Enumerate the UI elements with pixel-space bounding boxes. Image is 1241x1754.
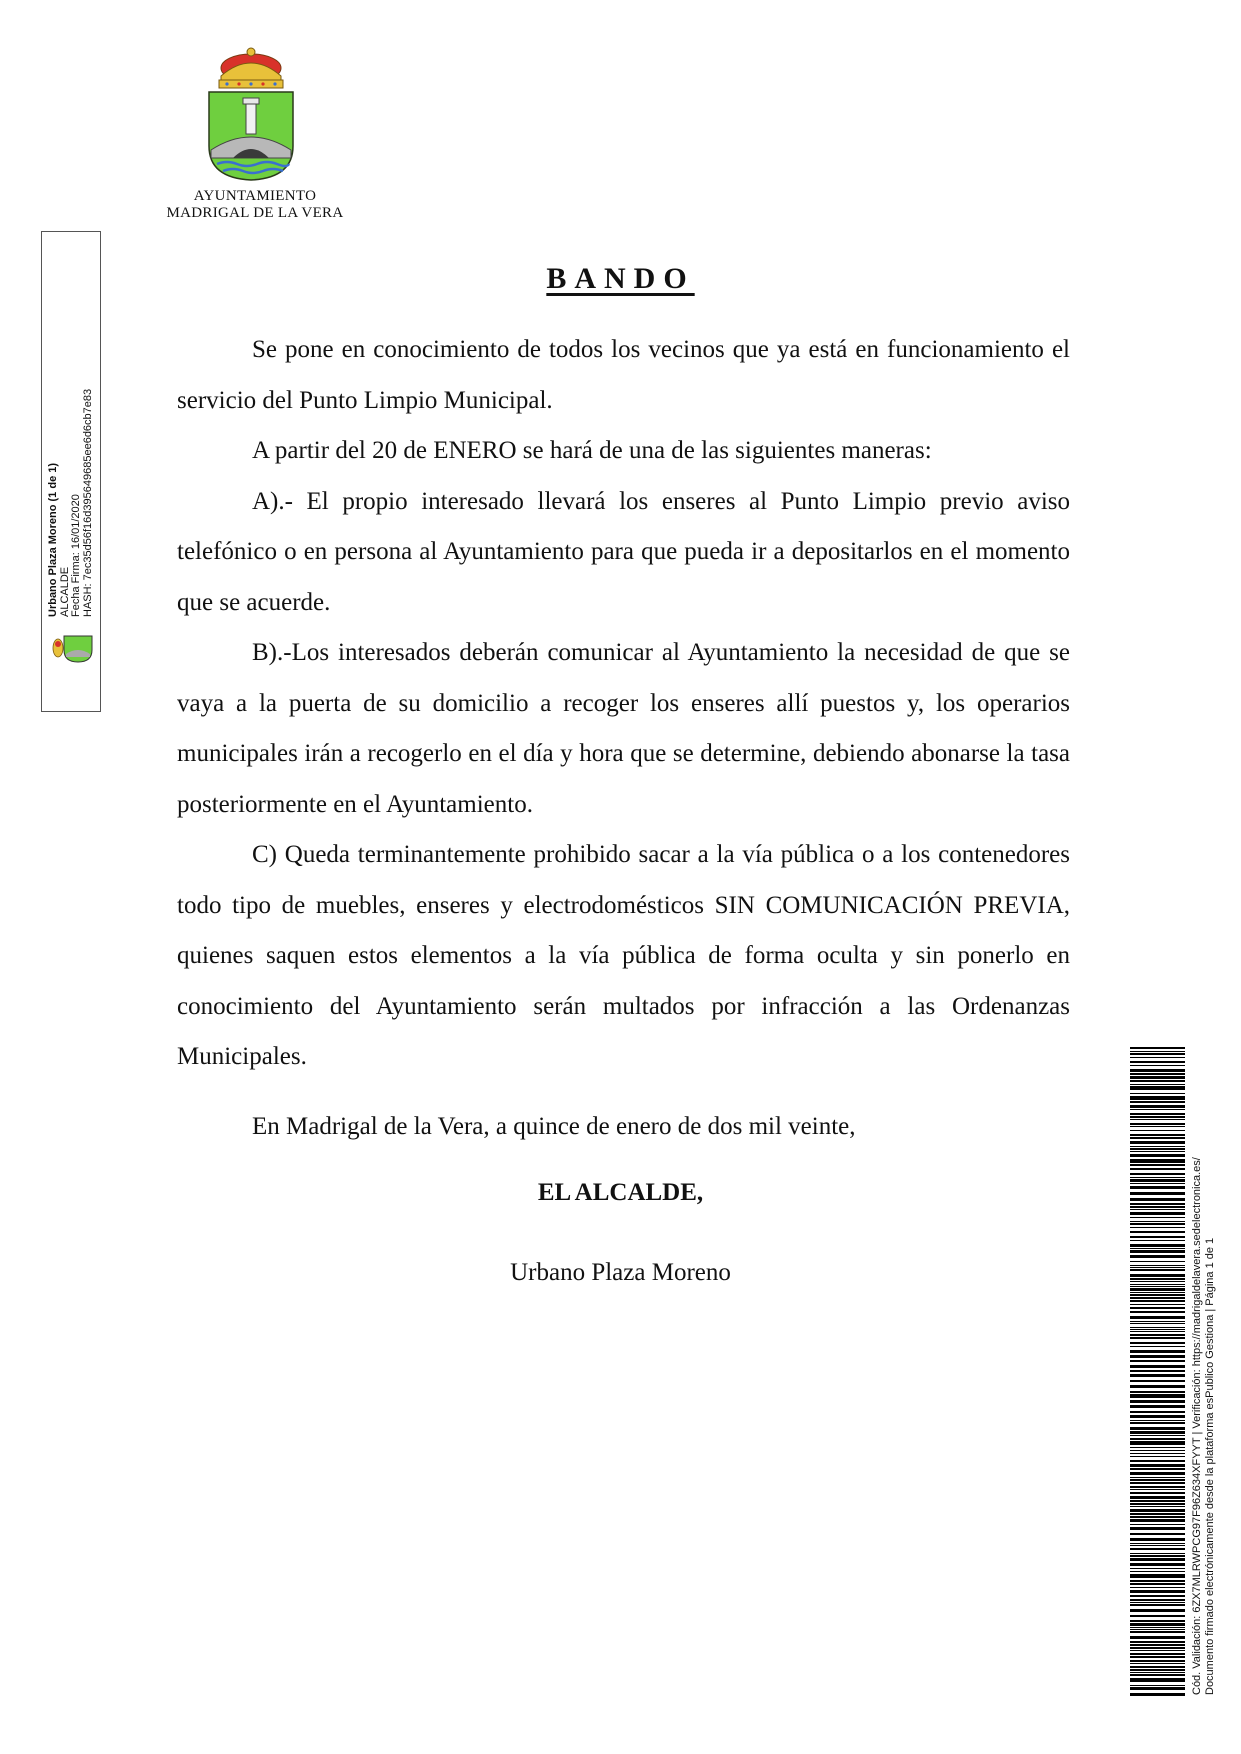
barcode-bar: [1130, 1405, 1185, 1408]
barcode-bar: [1130, 1261, 1185, 1262]
barcode-bar: [1130, 1123, 1185, 1125]
barcode-bar: [1130, 1203, 1185, 1205]
barcode-bar: [1130, 1177, 1185, 1178]
barcode-bar: [1130, 1096, 1185, 1100]
barcode-bar: [1130, 1450, 1185, 1451]
barcode-bar: [1130, 1154, 1185, 1157]
barcode-bar: [1130, 1533, 1185, 1535]
barcode-bar: [1130, 1636, 1185, 1639]
barcode-bar: [1130, 1073, 1185, 1075]
barcode-bar: [1130, 1212, 1185, 1215]
barcode-bar: [1130, 1061, 1185, 1063]
barcode-bar: [1130, 1113, 1185, 1115]
barcode-bar: [1130, 1623, 1185, 1626]
barcode-bar: [1130, 1456, 1185, 1457]
barcode-bar: [1130, 1337, 1185, 1339]
barcode-bar: [1130, 1558, 1185, 1561]
barcode-bar: [1130, 1555, 1185, 1557]
barcode-bar: [1130, 1489, 1185, 1490]
barcode-bar: [1130, 1069, 1185, 1072]
validation-line-1: Cód. Validación: 6ZX7MLRWPCG97F96Z634XFYYT | Verificación: https://madrigaldelavera.sedelectronica.es/: [1191, 1157, 1203, 1695]
barcode-bar: [1130, 1231, 1185, 1233]
barcode-bar: [1130, 1130, 1185, 1131]
barcode-bar: [1130, 1151, 1185, 1152]
barcode-bar: [1130, 1244, 1185, 1247]
barcode-bar: [1130, 1464, 1185, 1467]
barcode-bar: [1130, 1422, 1185, 1424]
validation-line-2: Documento firmado electrónicamente desde la plataforma esPublico Gestiona | Página 1 de 1: [1204, 1237, 1216, 1695]
barcode-bar: [1130, 1590, 1185, 1593]
barcode-bar: [1130, 1545, 1185, 1546]
barcode-bar: [1130, 1580, 1185, 1582]
barcode-bar: [1130, 1599, 1185, 1601]
barcode-bar: [1130, 1065, 1185, 1066]
organization-line-1: AYUNTAMIENTO: [193, 188, 317, 204]
barcode-bar: [1130, 1653, 1185, 1655]
barcode-bar: [1130, 1053, 1185, 1055]
barcode-bar: [1130, 1164, 1185, 1166]
barcode-bar: [1130, 1568, 1185, 1569]
barcode-bar: [1130, 1146, 1185, 1147]
barcode-bar: [1130, 1086, 1185, 1090]
barcode-bar: [1130, 1267, 1185, 1268]
barcode-bar: [1130, 1431, 1185, 1434]
barcode-bar: [1130, 1321, 1185, 1322]
signer-role: EL ALCALDE,: [537, 1179, 704, 1206]
barcode-bar: [1130, 1656, 1185, 1658]
barcode-bar: [1130, 1057, 1185, 1058]
barcode-bar: [1130, 1236, 1185, 1238]
stamp-role: ALCALDE: [58, 566, 71, 617]
barcode-bar: [1130, 1159, 1185, 1163]
barcode-bar: [1130, 1496, 1185, 1499]
barcode-bar: [1130, 1168, 1185, 1170]
barcode-bar: [1130, 1116, 1185, 1118]
barcode-bar: [1130, 1274, 1185, 1277]
barcode-bar: [1130, 1641, 1185, 1643]
barcode-bar: [1130, 1468, 1185, 1470]
barcode-bar: [1130, 1438, 1185, 1440]
barcode-bar: [1130, 1134, 1185, 1136]
barcode-bar: [1130, 1248, 1185, 1249]
barcode-bar: [1130, 1269, 1185, 1271]
barcode-bar: [1130, 1250, 1185, 1253]
barcode-bar: [1130, 1217, 1185, 1218]
barcode-bar: [1130, 1602, 1185, 1603]
barcode-bar: [1130, 1265, 1185, 1266]
barcode-bar: [1130, 1198, 1185, 1201]
barcode-bar: [1130, 1105, 1185, 1108]
barcode-bar: [1130, 1286, 1185, 1287]
paragraph-intro: Se pone en conocimiento de todos los vecinos que ya está en funcionamiento el servicio del Punto Limpio Municipal.: [177, 336, 1070, 414]
signer-name: Urbano Plaza Moreno: [510, 1259, 731, 1286]
barcode-bar: [1130, 1047, 1185, 1049]
barcode-bar: [1130, 1300, 1185, 1302]
barcode-bar: [1130, 1179, 1185, 1182]
barcode-bar: [1130, 1527, 1185, 1530]
barcode-bar: [1130, 1051, 1185, 1052]
barcode-bar: [1130, 1374, 1185, 1377]
barcode-bar: [1130, 1084, 1185, 1085]
barcode-bar: [1130, 1553, 1185, 1554]
barcode-bar: [1130, 1148, 1185, 1150]
barcode-bar: [1130, 1615, 1185, 1617]
paragraph-schedule: A partir del 20 de ENERO se hará de una de las siguientes maneras:: [252, 437, 932, 464]
barcode-bar: [1130, 1323, 1185, 1324]
barcode-bar: [1130, 1288, 1185, 1291]
barcode-bar: [1130, 1284, 1185, 1285]
barcode-bar: [1130, 1101, 1185, 1103]
barcode-bar: [1130, 1223, 1185, 1225]
barcode-bar: [1130, 1447, 1185, 1448]
organization-name: [130, 188, 380, 222]
paragraph-option-b: B).-Los interesados deberán comunicar al Ayuntamiento la necesidad de que se vaya a la puerta de su domicilio a recoger los enseres allí puestos y, los operarios municipales irán a recogerlo en el día y hora que se determine, debiendo abonarse la tasa posteriormente en el Ayuntamiento.: [177, 639, 1070, 818]
barcode-bar: [1130, 1093, 1185, 1094]
barcode-bar: [1130, 1524, 1185, 1525]
barcode-bar: [1130, 1365, 1185, 1368]
barcode-bar: [1130, 1209, 1185, 1210]
barcode-bar: [1130, 1604, 1185, 1606]
barcode-bar: [1130, 1678, 1185, 1682]
barcode-bar: [1130, 1548, 1185, 1550]
barcode-bar: [1130, 1509, 1185, 1512]
barcode-bar: [1130, 1173, 1185, 1175]
barcode-bar: [1130, 1516, 1185, 1518]
barcode-bar: [1130, 1221, 1185, 1222]
barcode-bar: [1130, 1500, 1185, 1502]
barcode-bar: [1130, 1141, 1185, 1144]
barcode-bar: [1130, 1342, 1185, 1344]
barcode-bar: [1130, 1672, 1185, 1673]
barcode-bar: [1130, 1503, 1185, 1505]
barcode-bar: [1130, 1492, 1185, 1494]
barcode-bar: [1130, 1563, 1185, 1566]
barcode-bar: [1130, 1693, 1185, 1696]
barcode-bar: [1130, 1346, 1185, 1347]
barcode-bar: [1130, 1370, 1185, 1372]
barcode-bar: [1130, 1415, 1185, 1418]
barcode-bar: [1130, 1595, 1185, 1597]
barcode-bar: [1130, 1391, 1185, 1393]
barcode-bar: [1130, 1629, 1185, 1630]
barcode-bar: [1130, 1441, 1185, 1445]
barcode-bar: [1130, 1109, 1185, 1110]
barcode-bar: [1130, 1350, 1185, 1353]
barcode-bar: [1130, 1394, 1185, 1398]
barcode-bar: [1130, 1331, 1185, 1332]
barcode-bar: [1130, 1137, 1185, 1139]
document-body: [177, 325, 1070, 1083]
barcode-bar: [1130, 1669, 1185, 1671]
barcode-bar: [1130, 1206, 1185, 1208]
barcode-bar: [1130, 1647, 1185, 1649]
barcode-bar: [1130, 1650, 1185, 1651]
barcode-bar: [1130, 1311, 1185, 1313]
barcode-bar: [1130, 1620, 1185, 1622]
barcode-bar: [1130, 1583, 1185, 1585]
barcode-bar: [1130, 1294, 1185, 1296]
barcode-bar: [1130, 1519, 1185, 1522]
document-title: BANDO: [546, 262, 695, 295]
barcode-bar: [1130, 1126, 1185, 1127]
barcode-bar: [1130, 1316, 1185, 1319]
barcode-bar: [1130, 1183, 1185, 1184]
barcode-bar: [1130, 1355, 1185, 1358]
barcode-bar: [1130, 1685, 1185, 1686]
barcode-bar: [1130, 1460, 1185, 1462]
barcode-bar: [1130, 1292, 1185, 1293]
barcode-bar: [1130, 1538, 1185, 1541]
barcode-bar: [1130, 1327, 1185, 1328]
barcode-bar: [1130, 1281, 1185, 1282]
barcode-bar: [1130, 1574, 1185, 1578]
barcode-bar: [1130, 1080, 1185, 1082]
barcode-bar: [1130, 1380, 1185, 1382]
barcode-bar: [1130, 1472, 1185, 1475]
barcode-bar: [1130, 1660, 1185, 1662]
barcode-bar: [1130, 1192, 1185, 1195]
coat-of-arms-icon: [203, 46, 299, 182]
barcode-bar: [1130, 1482, 1185, 1484]
closing-line: En Madrigal de la Vera, a quince de enero de dos mil veinte,: [252, 1113, 856, 1140]
barcode-bar: [1130, 1631, 1185, 1633]
barcode-bar: [1130, 1666, 1185, 1668]
barcode-bar: [1130, 1411, 1185, 1413]
barcode-bar: [1130, 1119, 1185, 1120]
barcode-bar: [1130, 1609, 1185, 1612]
barcode-bar: [1130, 1543, 1185, 1544]
barcode-bar: [1130, 1687, 1185, 1690]
validation-barcode: [1130, 1047, 1185, 1696]
barcode-bar: [1130, 1587, 1185, 1588]
paragraph-prohibition-c: C) Queda terminantemente prohibido sacar a la vía pública o a los contenedores todo tipo de muebles, enseres y electrodomésticos SIN COMUNICACIÓN PREVIA, quienes saquen estos elementos a la vía pública de forma oculta y sin ponerlo en conocimiento del Ayuntamiento serán multados por infracción a las Ordenanzas Municipales.: [177, 841, 1070, 1070]
validation-text: [1191, 1045, 1221, 1695]
barcode-bar: [1130, 1360, 1185, 1362]
barcode-bar: [1130, 1304, 1185, 1305]
barcode-bar: [1130, 1427, 1185, 1430]
barcode-bar: [1130, 1186, 1185, 1189]
barcode-bar: [1130, 1435, 1185, 1436]
barcode-bar: [1130, 1076, 1185, 1079]
barcode-bar: [1130, 1227, 1185, 1228]
barcode-bar: [1130, 1255, 1185, 1258]
barcode-bar: [1130, 1278, 1185, 1280]
barcode-bar: [1130, 1453, 1185, 1454]
barcode-bar: [1130, 1400, 1185, 1403]
stamp-date: Fecha Firma: 16/01/2020: [70, 494, 82, 617]
barcode-bar: [1130, 1627, 1185, 1628]
barcode-bar: [1130, 1571, 1185, 1572]
barcode-bar: [1130, 1240, 1185, 1241]
stamp-crest-icon: [50, 632, 94, 664]
barcode-bar: [1130, 1479, 1185, 1481]
signature-stamp: [41, 231, 101, 712]
barcode-bar: [1130, 1674, 1185, 1676]
barcode-bar: [1130, 1644, 1185, 1646]
barcode-bar: [1130, 1513, 1185, 1515]
paragraph-option-a: A).- El propio interesado llevará los enseres al Punto Limpio previo aviso telefónico o en persona al Ayuntamiento para que pueda ir a depositarlos en el momento que se acuerde.: [177, 487, 1070, 616]
organization-line-2: MADRIGAL DE LA VERA: [166, 205, 344, 221]
barcode-bar: [1130, 1297, 1185, 1299]
barcode-bar: [1130, 1385, 1185, 1388]
barcode-bar: [1130, 1663, 1185, 1664]
barcode-bar: [1130, 1329, 1185, 1330]
barcode-bar: [1130, 1506, 1185, 1507]
barcode-bar: [1130, 1420, 1185, 1421]
stamp-signer: Urbano Plaza Moreno (1 de 1): [47, 462, 59, 617]
barcode-bar: [1130, 1477, 1185, 1478]
barcode-bar: [1130, 1334, 1185, 1336]
stamp-hash: HASH: 7ec35d56f16d395649685ee6d6cb7e83: [81, 388, 94, 617]
barcode-bar: [1130, 1486, 1185, 1488]
barcode-bar: [1130, 1307, 1185, 1309]
